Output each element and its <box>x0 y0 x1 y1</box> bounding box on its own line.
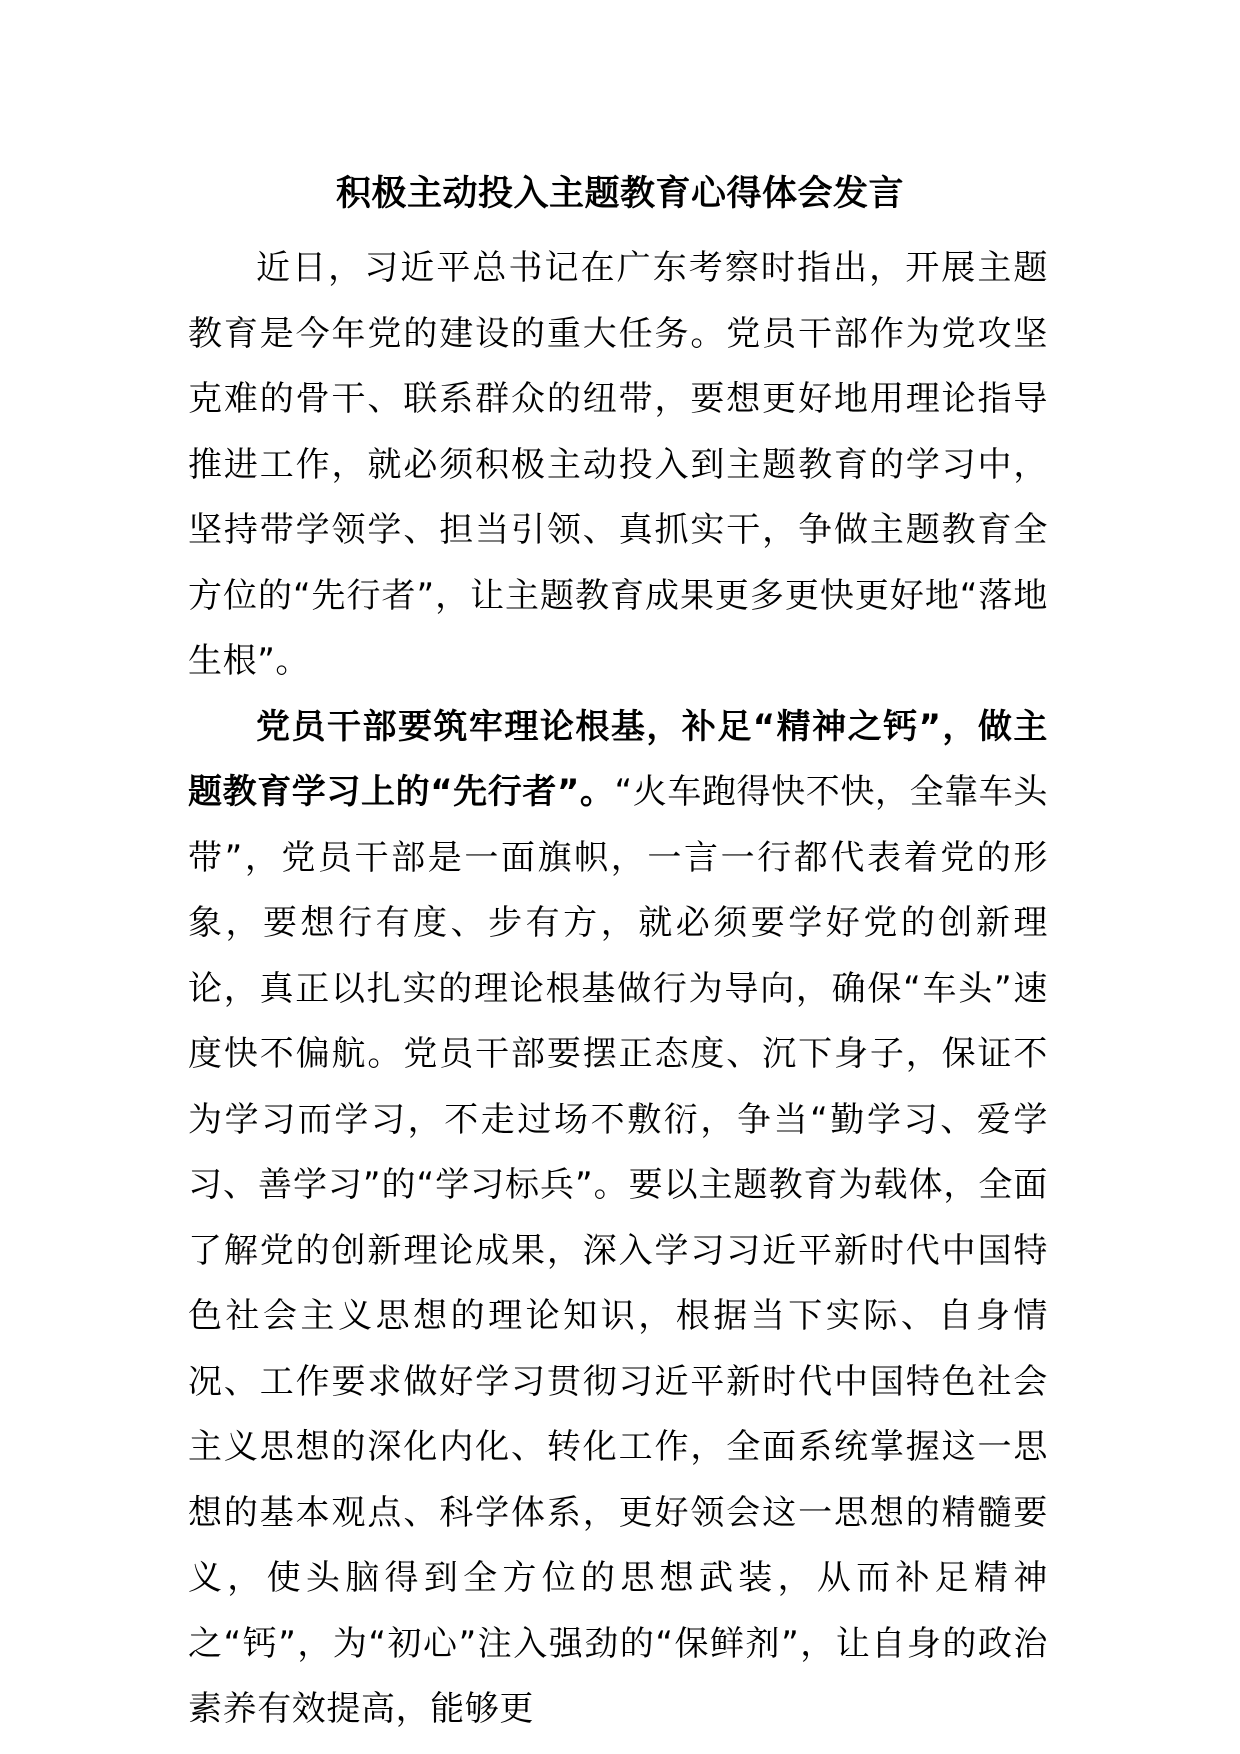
paragraph-theory <box>188 695 1048 1743</box>
paragraph-intro <box>188 236 1048 695</box>
paragraph-lead: 党员干部要筑牢理论根基，补足“精神之钙”，做主题教育学习上的“先行者”。 <box>188 706 1048 812</box>
paragraph-text: 近日，习近平总书记在广东考察时指出，开展主题教育是今年党的建设的重大任务。党员干部作为党攻坚克难的骨干、联系群众的纽带，要想更好地用理论指导推进工作，就必须积极主动投入到主题教育的学习中，坚持带学领学、担当引领、真抓实干，争做主题教育全方位的“先行者”，让主题教育成果更多更快更好地“落地生根”。 <box>188 248 1048 681</box>
document-body <box>188 236 1048 1743</box>
document-title: 积极主动投入主题教育心得体会发言 <box>335 174 904 214</box>
paragraph-text: “火车跑得快不快，全靠车头带”，党员干部是一面旗帜，一言一行都代表着党的形象，要想行有度、步有方，就必须要学好党的创新理论，真正以扎实的理论根基做行为导向，确保“车头”速度快不偏航。党员干部要摆正态度、沉下身子，保证不为学习而学习，不走过场不敷衍，争当“勤学习、爱学习、善学习”的“学习标兵”。要以主题教育为载体，全面了解党的创新理论成果，深入学习习近平新时代中国特色社会主义思想的理论知识，根据当下实际、自身情况、工作要求做好学习贯彻习近平新时代中国特色社会主义思想的深化内化、转化工作，全面系统掌握这一思想的基本观点、科学体系，更好领会这一思想的精髓要义，使头脑得到全方位的思想武装，从而补足精神之“钙”，为“初心”注入强劲的“保鲜剂”，让自身的政治素养有效提高，能够更 <box>188 772 1048 1729</box>
